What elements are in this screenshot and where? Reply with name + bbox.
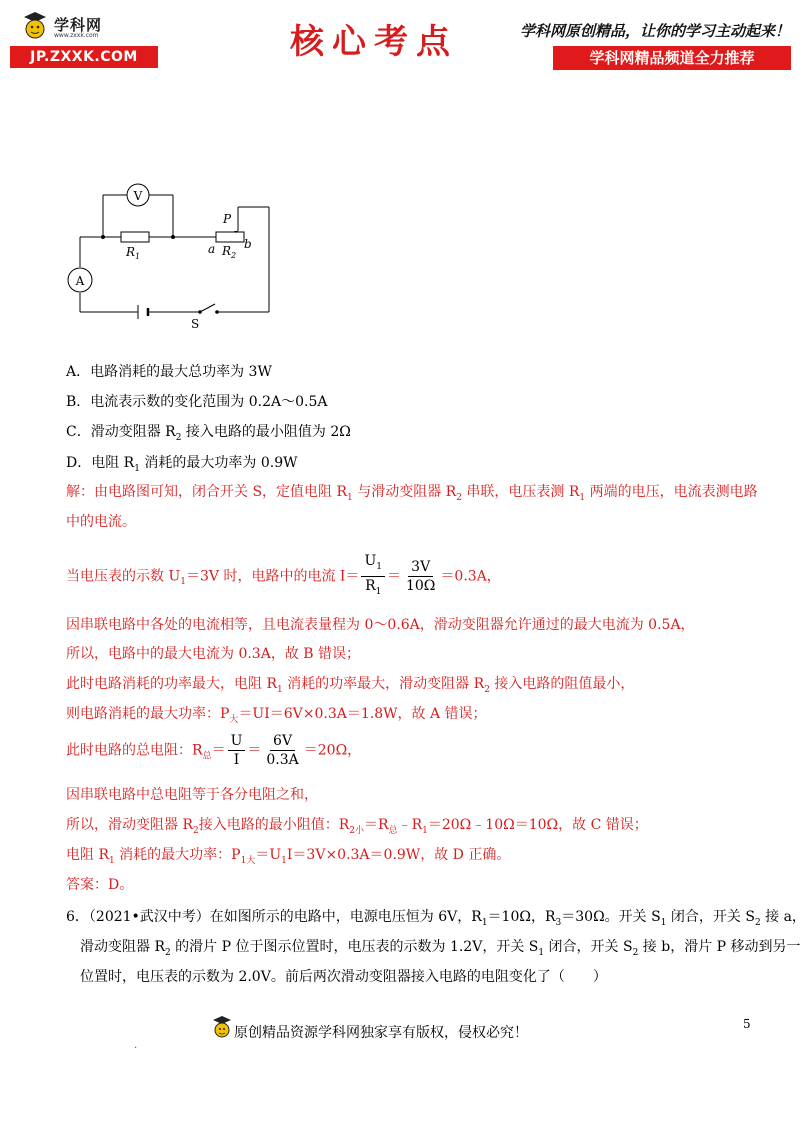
option-c: C．滑动变阻器 $R_2$ 接入电路的最小阻值为 2Ω	[66, 424, 351, 443]
terminal-a-label: a	[208, 242, 216, 256]
question-6-line-1: 6．（2021•武汉中考）在如图所示的电路中，电源电压恒为 6V，$R_1=10\Omega$，$R_3=30\Omega$。开关 $S_1$ 闭合，开关 $S_2$ 接 a，	[66, 909, 806, 928]
voltmeter-label: V	[133, 189, 143, 203]
solution-line-5: 所以，电路中的最大电流为 0.3A，故 B 错误；	[66, 646, 361, 662]
switch	[200, 304, 215, 312]
footer-mascot-icon	[210, 1014, 234, 1042]
fraction-6v-03a: $\frac{6V}{0.3A}$	[266, 733, 299, 768]
answer: 答案：D。	[66, 877, 134, 893]
solution-line-3: 当电压表的示数 $U_1=3V$ 时，电路中的电流 I＝ $\frac{U_1}{R_1}$ ＝ $\frac{3V}{10\Omega}$ ＝0.3A，	[66, 552, 501, 601]
circuit-diagram	[60, 175, 280, 335]
r2-subscript: 2	[231, 251, 237, 260]
r1-label: R	[126, 245, 136, 259]
logo-url: www.zxxk.com	[54, 32, 99, 39]
solution-line-6: 此时电路消耗的功率最大，电阻 $R_1$ 消耗的功率最大，滑动变阻器 $R_2$ 接入电路的阻值最小，	[66, 676, 635, 695]
r2-label: R	[222, 244, 232, 258]
question-6-line-3: 位置时，电压表的示数为 2.0V。前后两次滑动变阻器接入电路的电阻变化了（ ）	[80, 969, 607, 985]
footer-dot: .	[134, 1040, 138, 1051]
solution-line-4: 因串联电路中各处的电流相等，且电流表量程为 0～0.6A，滑动变阻器允许通过的最大电流为 0.5A，	[66, 617, 695, 633]
header-slogan: 学科网原创精品，让你的学习主动起来！	[520, 22, 791, 40]
rheostat-r2	[216, 232, 244, 242]
logo-text: 学科网	[54, 16, 103, 34]
fraction-u1-r1: $\frac{U_1}{R_1}$	[361, 552, 385, 601]
option-b: B．电流表示数的变化范围为 0.2A～0.5A	[66, 394, 328, 410]
resistor-r1	[121, 232, 149, 242]
slider-p-label: P	[223, 212, 232, 226]
option-d: D．电阻 $R_1$ 消耗的最大功率为 0.9W	[66, 455, 298, 474]
header-slogan-bar: 学科网精品频道全力推荐	[553, 46, 791, 70]
svg-text:R2	[221, 244, 236, 260]
svg-text:R1	[125, 245, 140, 261]
option-a: A．电路消耗的最大总功率为 3W	[66, 364, 272, 380]
fraction-u-i: $\frac{U}{I}$	[228, 732, 246, 769]
switch-label: S	[191, 317, 200, 331]
r1-subscript: 1	[135, 252, 141, 261]
solution-line-2: 中的电流。	[66, 514, 136, 530]
footer-copyright: 原创精品资源学科网独家享有版权，侵权必究！	[234, 1025, 528, 1041]
solution-line-9: 因串联电路中总电阻等于各分电阻之和，	[66, 787, 318, 803]
terminal-b-label: b	[244, 237, 252, 251]
ammeter-label: A	[75, 274, 85, 288]
solution-line-8: 此时电路的总电阻：$R_总=$ $\frac{U}{I}$ ＝ $\frac{6V}{0.3A}$ ＝20Ω，	[66, 733, 362, 768]
page-title: 核心考点	[290, 22, 458, 62]
site-logo	[12, 10, 164, 44]
logo-bar: JP.ZXXK.COM	[10, 46, 158, 68]
solution-line-1: 解：由电路图可知，闭合开关 S，定值电阻 $R_1$ 与滑动变阻器 $R_2$ 串联，电压表测 $R_1$ 两端的电压，电流表测电路	[66, 484, 758, 503]
solution-line-10: 所以，滑动变阻器 $R_2$接入电路的最小阻值：$R_{2小}=R_总﹣R_1=20\Omega﹣10\Omega=10\Omega$，故 C 错误；	[66, 817, 648, 836]
fraction-3v-10ohm: $\frac{3V}{10\Omega}$	[405, 558, 436, 594]
question-6-line-2: 滑动变阻器 $R_2$ 的滑片 P 位于图示位置时，电压表的示数为 1.2V，开关 $S_1$ 闭合，开关 $S_2$ 接 b，滑片 P 移动到另一	[80, 939, 801, 958]
solution-line-11: 电阻 $R_1$ 消耗的最大功率：$P_{1大}=U_1I=3V\times 0.3A=0.9W$，故 D 正确。	[66, 847, 511, 866]
page-number: 5	[743, 1017, 751, 1031]
mascot-icon	[18, 10, 52, 44]
solution-line-7: 则电路消耗的最大功率：$P_大=UI=6V\times 0.3A=1.8W$，故 A 错误；	[66, 706, 487, 725]
